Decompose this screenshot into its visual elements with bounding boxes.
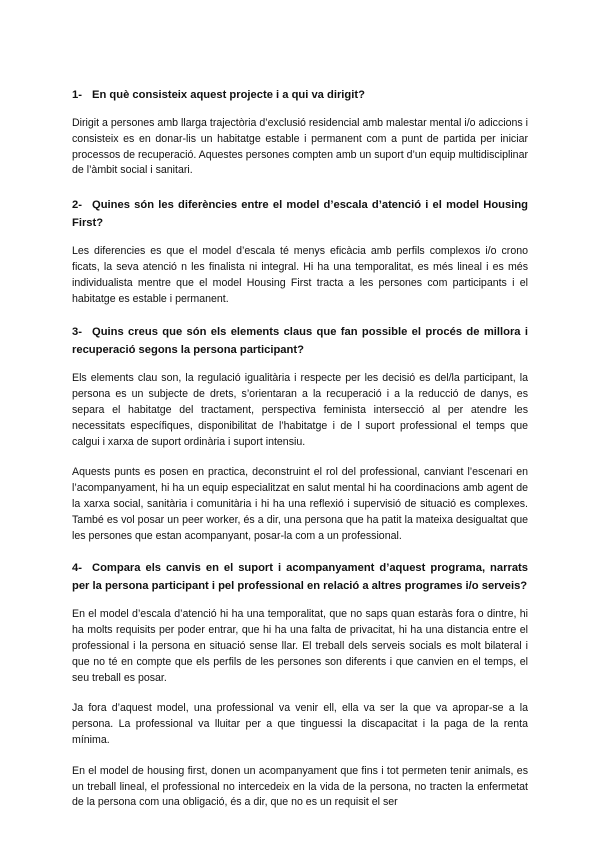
section-heading (72, 559, 528, 595)
section-heading-text: Quins creus que són els elements claus que fan possible el procés de millora i recuperació segons la persona participant? (72, 326, 528, 357)
section-heading (72, 323, 528, 359)
section-1 (72, 86, 528, 179)
section-number: 1- (72, 89, 82, 101)
paragraph: Aquests punts es posen en practica, deconstruint el rol del professional, canviant l’escenari en l’acompanyament, hi ha un equip especialitzat en salut mental hi ha coordinacions amb agent de la xarxa social, sanitària i comunitària i hi ha una reflexió i supervisió de situació es complexes. També es vol posar un peer worker, és a dir, una persona que ha patit la mateixa desigualtat que les persones que estan acompanyant, posar-la com a un professional. (72, 466, 528, 542)
paragraph: Els elements clau son, la regulació igualitària i respecte per les decisió es del/la participant, la persona es un subjecte de drets, s’orientaran a la recuperació i a la reducció de danys, es separa el habitatge del tractament, perspectiva feminista intersecció al per atendre les necessitats específiques, disponibilitat de l’habitatge i de l suport professional el temps que calgui i xarxa de suport ordinària i suport intensiu. (72, 372, 528, 448)
section-3 (72, 323, 528, 544)
paragraph: Dirigit a persones amb llarga trajectòria d’exclusió residencial amb malestar mental i/o adiccions i consisteix es en donar-lis un habitatge estable i permanent com a punt de partida per iniciar processos de recuperació. Aquestes persones compten amb un suport d’un equip multidisciplinar de l’àmbit social i sanitari. (72, 117, 528, 177)
section-heading (72, 86, 528, 104)
section-heading-text: En què consisteix aquest projecte i a qui va dirigit? (92, 89, 365, 101)
section-number: 4- (72, 562, 82, 575)
document-page (72, 86, 528, 826)
section-4 (72, 559, 528, 811)
section-number: 2- (72, 199, 82, 212)
section-heading-text: Quines són les diferències entre el model d’escala d’atenció i el model Housing First? (72, 199, 528, 230)
paragraph: Ja fora d’aquest model, una professional va venir ell, ella va ser la que va apropar-se a la persona. La professional va lluitar per a que tinguessi la discapacitat i la paga de la renta mínima. (72, 702, 528, 746)
section-heading (72, 196, 528, 232)
section-number: 3- (72, 326, 82, 339)
paragraph: En el model de housing first, donen un acompanyament que fins i tot permeten tenir animals, es un treball lineal, el professional no intercedeix en la vida de la persona, no tracten la enfermetat de la persona com una obligació, és a dir, que no es un requisit el ser (72, 764, 528, 809)
section-heading-text: Compara els canvis en el suport i acompanyament d’aquest programa, narrats per la persona participant i pel professional en relació a altres programes i/o serveis? (72, 562, 528, 593)
paragraph: En el model d’escala d’atenció hi ha una temporalitat, que no saps quan estaràs fora o dintre, hi ha molts requisits per poder entrar, que hi ha una falta de privacitat, hi ha una distancia entre el professional i la persona en situació sense llar. El treball dels serveis socials es molt bilateral i que no té en compte que els perfils de les persones son diferents i que canvien en el temps, el seu treball es posar. (72, 608, 528, 684)
paragraph: Les diferencies es que el model d’escala té menys eficàcia amb perfils complexos i/o crono ficats, la seva atenció n les finalista ni integral. Hi ha una temporalitat, es més lineal i es més individualista mentre que el model Housing First tracta a les persones com participants i el habitatge es estable i permanent. (72, 245, 528, 305)
section-2 (72, 196, 528, 307)
